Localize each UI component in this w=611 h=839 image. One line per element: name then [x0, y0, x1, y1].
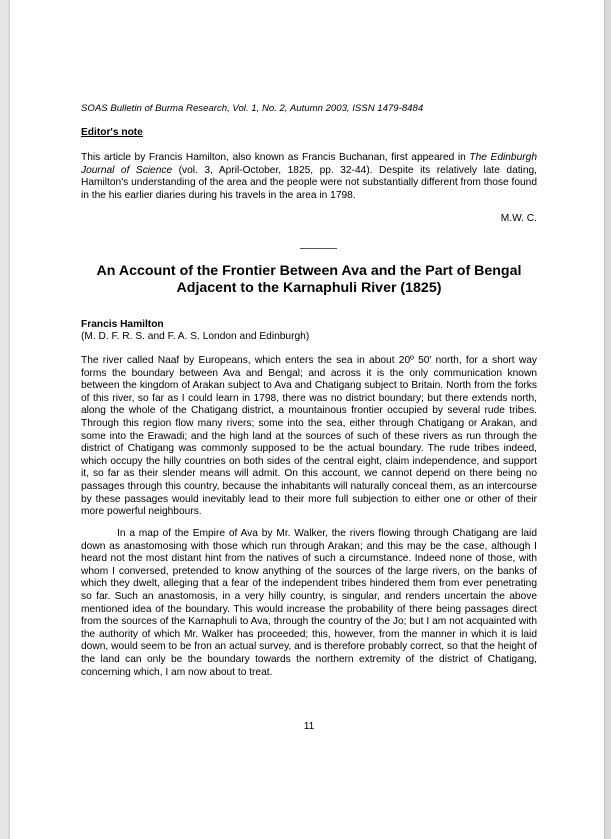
body-paragraph: The river called Naaf by Europeans, which enters the sea in about 20º 50' north, for a short way forms the boundary between Ava and Bengal; and across it is the only communication known between the kingdom of Arakan subject to Ava and Chatigang subject to Britain. North from the forks of this river, so far as I could learn in 1798, there was no district boundary; but there extends north, along the whole of the Chatigang district, a mountainous frontier occupied by several rude tribes. Through this region flow many rivers; some into the sea, either through Chatigang or Arakan, and some into the Erawadi; and the high land at the sources of such of these rivers as run through the district of Chatigang was commonly supposed to be the actual boundary. The rude tribes indeed, which occupy the hilly countries on both sides of the central eight, claim independence, and support it, so far as their slender means will admit. On this account, we cannot depend on there being no passages through this country, because the inhabitants will naturally conceal them, as an intercourse by these passages would inevitably lead to their more full subjection to either one or other of their more powerful neighbours.: [81, 355, 537, 518]
journal-citation: SOAS Bulletin of Burma Research, Vol. 1, No. 2, Autumn 2003, ISSN 1479-8484: [81, 103, 424, 114]
scrollbar[interactable]: [604, 0, 611, 839]
journal-title-italic: The Edinburgh Journal of Science: [81, 152, 537, 176]
section-separator: [300, 248, 337, 249]
document-page: [10, 0, 605, 839]
author-affiliation: (M. D. F. R. S. and F. A. S. London and Edinburgh): [81, 331, 310, 342]
article-title: [71, 263, 547, 296]
editors-note-body: [81, 152, 537, 202]
editors-note-text: (vol. 3, April-October, 1825, pp. 32-44). Despite its relatively late dating, Hamilton's understanding of the area and the people were not substantially different from those found in the his earlier diaries during his travels in the area in 1798.: [81, 164, 537, 201]
article-title-line-1: An Account of the Frontier Between Ava and the Part of Bengal: [96, 263, 522, 279]
editors-note-heading: Editor's note: [81, 127, 143, 138]
editor-signature: M.W. C.: [500, 213, 537, 224]
body-paragraph: In a map of the Empire of Ava by Mr. Walker, the rivers flowing through Chatigang are laid down as anastomosing with those which run through Arakan; and this may be the case, although I heard not the most distant hint from the natives of such a circumstance. Indeed none of those, with whom I conversed, pretended to know anything of the sources of the large rivers, on the banks of which they dwelt, alleging that a fear of the independent tribes hindered them from ever penetrating so far. Such an anastomosis, in a very hilly country, is singular, and renders uncertain the above mentioned idea of the boundary. This would increase the probability of there being passages direct from the sources of the Karnaphuli to Ava, through the country of the Jo; but I am not acquainted with the authority of which Mr. Walker has proceeded; this, however, from the manner in which it is laid down, would seem to be fron an actual survey, and is therefore probably correct, so that the height of the land can only be the boundary towards the northern extremity of the district of Chatigang, concerning which, I am now about to treat.: [81, 528, 537, 678]
article-author: Francis Hamilton: [81, 319, 164, 330]
editors-note-text: This article by Francis Hamilton, also known as Francis Buchanan, first appeared in: [81, 152, 470, 163]
article-title-line-2: Adjacent to the Karnaphuli River (1825): [176, 279, 442, 296]
page-number: 11: [303, 721, 315, 732]
